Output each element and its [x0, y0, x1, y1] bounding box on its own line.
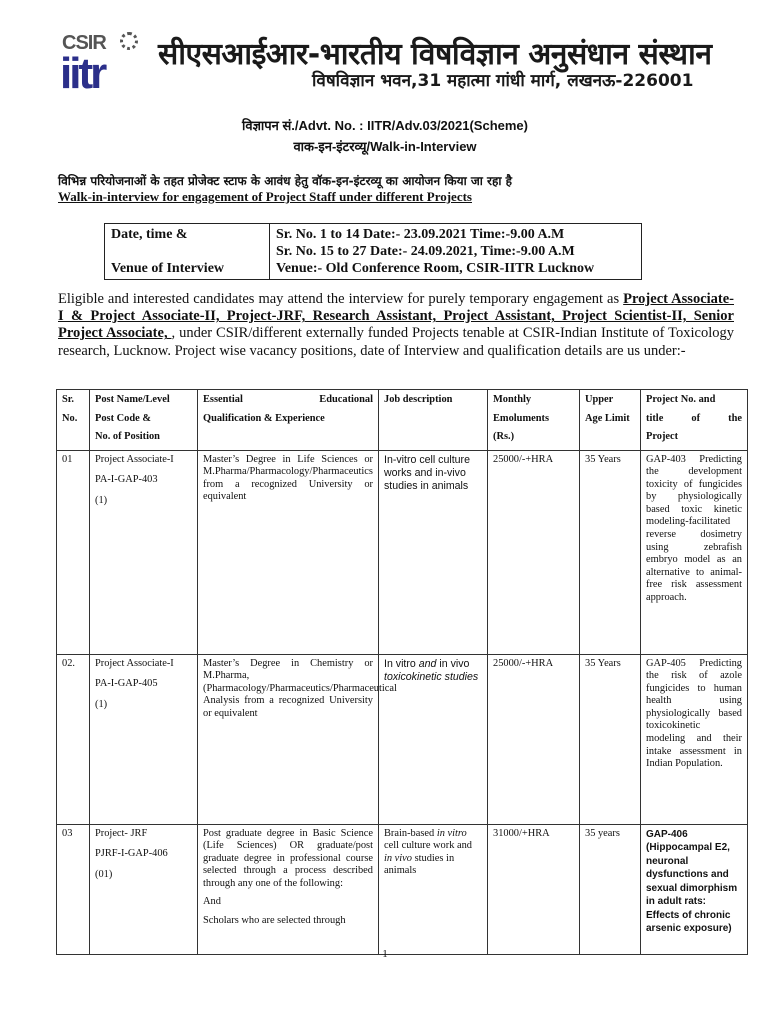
- row-sr: 02.: [57, 654, 90, 824]
- advertisement-number: विज्ञापन सं./Advt. No. : IITR/Adv.03/2021(Scheme): [241, 118, 528, 133]
- schedule-line-1: Sr. No. 1 to 14 Date:- 23.09.2021 Time:-9.00 A.M: [276, 227, 565, 242]
- row-job-description: In vitro and in vivo toxicokinetic studies: [379, 654, 488, 824]
- organization-address-hindi: विषविज्ञान भवन,31 महात्मा गांधी मार्ग, लखनऊ-226001: [312, 71, 694, 91]
- row-project: GAP-405 Predicting the risk of azole fungicides to human health using physiologically based toxicokinetic modeling and their intake assessment in Indian Population.: [641, 654, 748, 824]
- logo-csir-text: CSIR: [62, 32, 106, 54]
- row-sr: 03: [57, 824, 90, 954]
- row-job-description: In-vitro cell culture works and in-vivo studies in animals: [379, 450, 488, 654]
- vacancy-table: [56, 389, 748, 955]
- row-qualification: Post graduate degree in Basic Science (Life Sciences) OR graduate/post graduate degree in professional course selected through a process described through any one of the following: And Scholars who are selected through: [198, 824, 379, 954]
- schedule-venue: Venue:- Old Conference Room, CSIR-IITR Lucknow: [276, 261, 595, 276]
- row-job-description: Brain-based in vitro cell culture work and in vivo studies in animals: [379, 824, 488, 954]
- row-emoluments: 31000/+HRA: [488, 824, 580, 954]
- paragraph-lead: Eligible and interested candidates may attend the interview for purely temporary engagement as: [58, 291, 624, 307]
- csir-iitr-logo: [58, 28, 150, 104]
- schedule-line-2: Sr. No. 15 to 27 Date:- 24.09.2021, Time:-9.00 A.M: [276, 244, 575, 259]
- row-qualification: Master’s Degree in Life Sciences or M.Pharma/Pharmacology/Pharmaceutics from a recognized University or equivalent: [198, 450, 379, 654]
- gear-icon: [120, 32, 138, 50]
- row-project: GAP-403 Predicting the development toxicity of fungicides by physiologically based toxic kinetic modeling-facilitated reverse dosimetry using zebrafish embryo model as an alternative to animal-free risk assessment approach.: [641, 450, 748, 654]
- logo-iitr-text: iitr: [60, 49, 105, 98]
- header-post: Post Name/Level Post Code & No. of Position: [90, 390, 198, 451]
- header-job-description: Job description: [379, 390, 488, 451]
- table-header-row: [57, 390, 748, 451]
- schedule-label-2: Venue of Interview: [111, 261, 225, 276]
- schedule-label-1: Date, time &: [111, 227, 188, 242]
- schedule-label-cell: [105, 224, 270, 280]
- row-qualification: Master’s Degree in Chemistry or M.Pharma,(Pharmacology/Pharmaceutics/Pharmaceutical Analysis from a recognized University or equivalent: [198, 654, 379, 824]
- header-sr-no: Sr. No.: [57, 390, 90, 451]
- paragraph-tail: , under CSIR/different externally funded Projects tenable at CSIR-Indian Institute of Toxicology research, Lucknow. Project wise vacancy positions, date of Interview and qualification details are us under:-: [58, 325, 734, 359]
- row-age-limit: 35 years: [580, 824, 641, 954]
- header-emoluments: Monthly Emoluments (Rs.): [488, 390, 580, 451]
- intro-english: Walk-in-interview for engagement of Project Staff under different Projects: [58, 189, 472, 204]
- row-post: Project Associate-I PA-I-GAP-405 (1): [90, 654, 198, 824]
- row-project: GAP-406 (Hippocampal E2, neuronal dysfunctions and sexual dimorphism in adult rats: Effects of chronic arsenic exposure): [641, 824, 748, 954]
- table-row: [57, 450, 748, 654]
- organization-name-hindi: सीएसआईआर-भारतीय विषविज्ञान अनुसंधान संस्थान: [158, 37, 712, 72]
- letterhead: [58, 28, 748, 104]
- row-age-limit: 35 Years: [580, 654, 641, 824]
- advertisement-type: वाक-इन-इंटरव्यू/Walk-in-Interview: [293, 139, 477, 154]
- row-sr: 01: [57, 450, 90, 654]
- schedule-details-cell: [270, 224, 642, 280]
- row-post: Project- JRF PJRF-I-GAP-406 (01): [90, 824, 198, 954]
- row-age-limit: 35 Years: [580, 450, 641, 654]
- interview-schedule-table: [104, 223, 642, 280]
- header-age-limit: Upper Age Limit: [580, 390, 641, 451]
- row-post: Project Associate-I PA-I-GAP-403 (1): [90, 450, 198, 654]
- page-number: 1: [382, 948, 388, 960]
- table-row: [57, 654, 748, 824]
- header-qualification: Essential Educational Qualification & Experience: [198, 390, 379, 451]
- table-row: [57, 824, 748, 954]
- eligibility-paragraph: [58, 291, 734, 360]
- row-emoluments: 25000/-+HRA: [488, 654, 580, 824]
- header-project: Project No. and title of the Project: [641, 390, 748, 451]
- row-emoluments: 25000/-+HRA: [488, 450, 580, 654]
- paragraph-positions: Project Associate-I & Project Associate-II, Project-JRF, Research Assistant, Project Assistant, Project Scientist-II, Senior Project Associate,: [58, 291, 734, 342]
- intro-hindi: विभिन्न परियोजनाओं के तहत प्रोजेक्ट स्टाफ के आवंध हेतु वॉक-इन-इंटरव्यू का आयोजन किया जा रहा है: [58, 174, 512, 188]
